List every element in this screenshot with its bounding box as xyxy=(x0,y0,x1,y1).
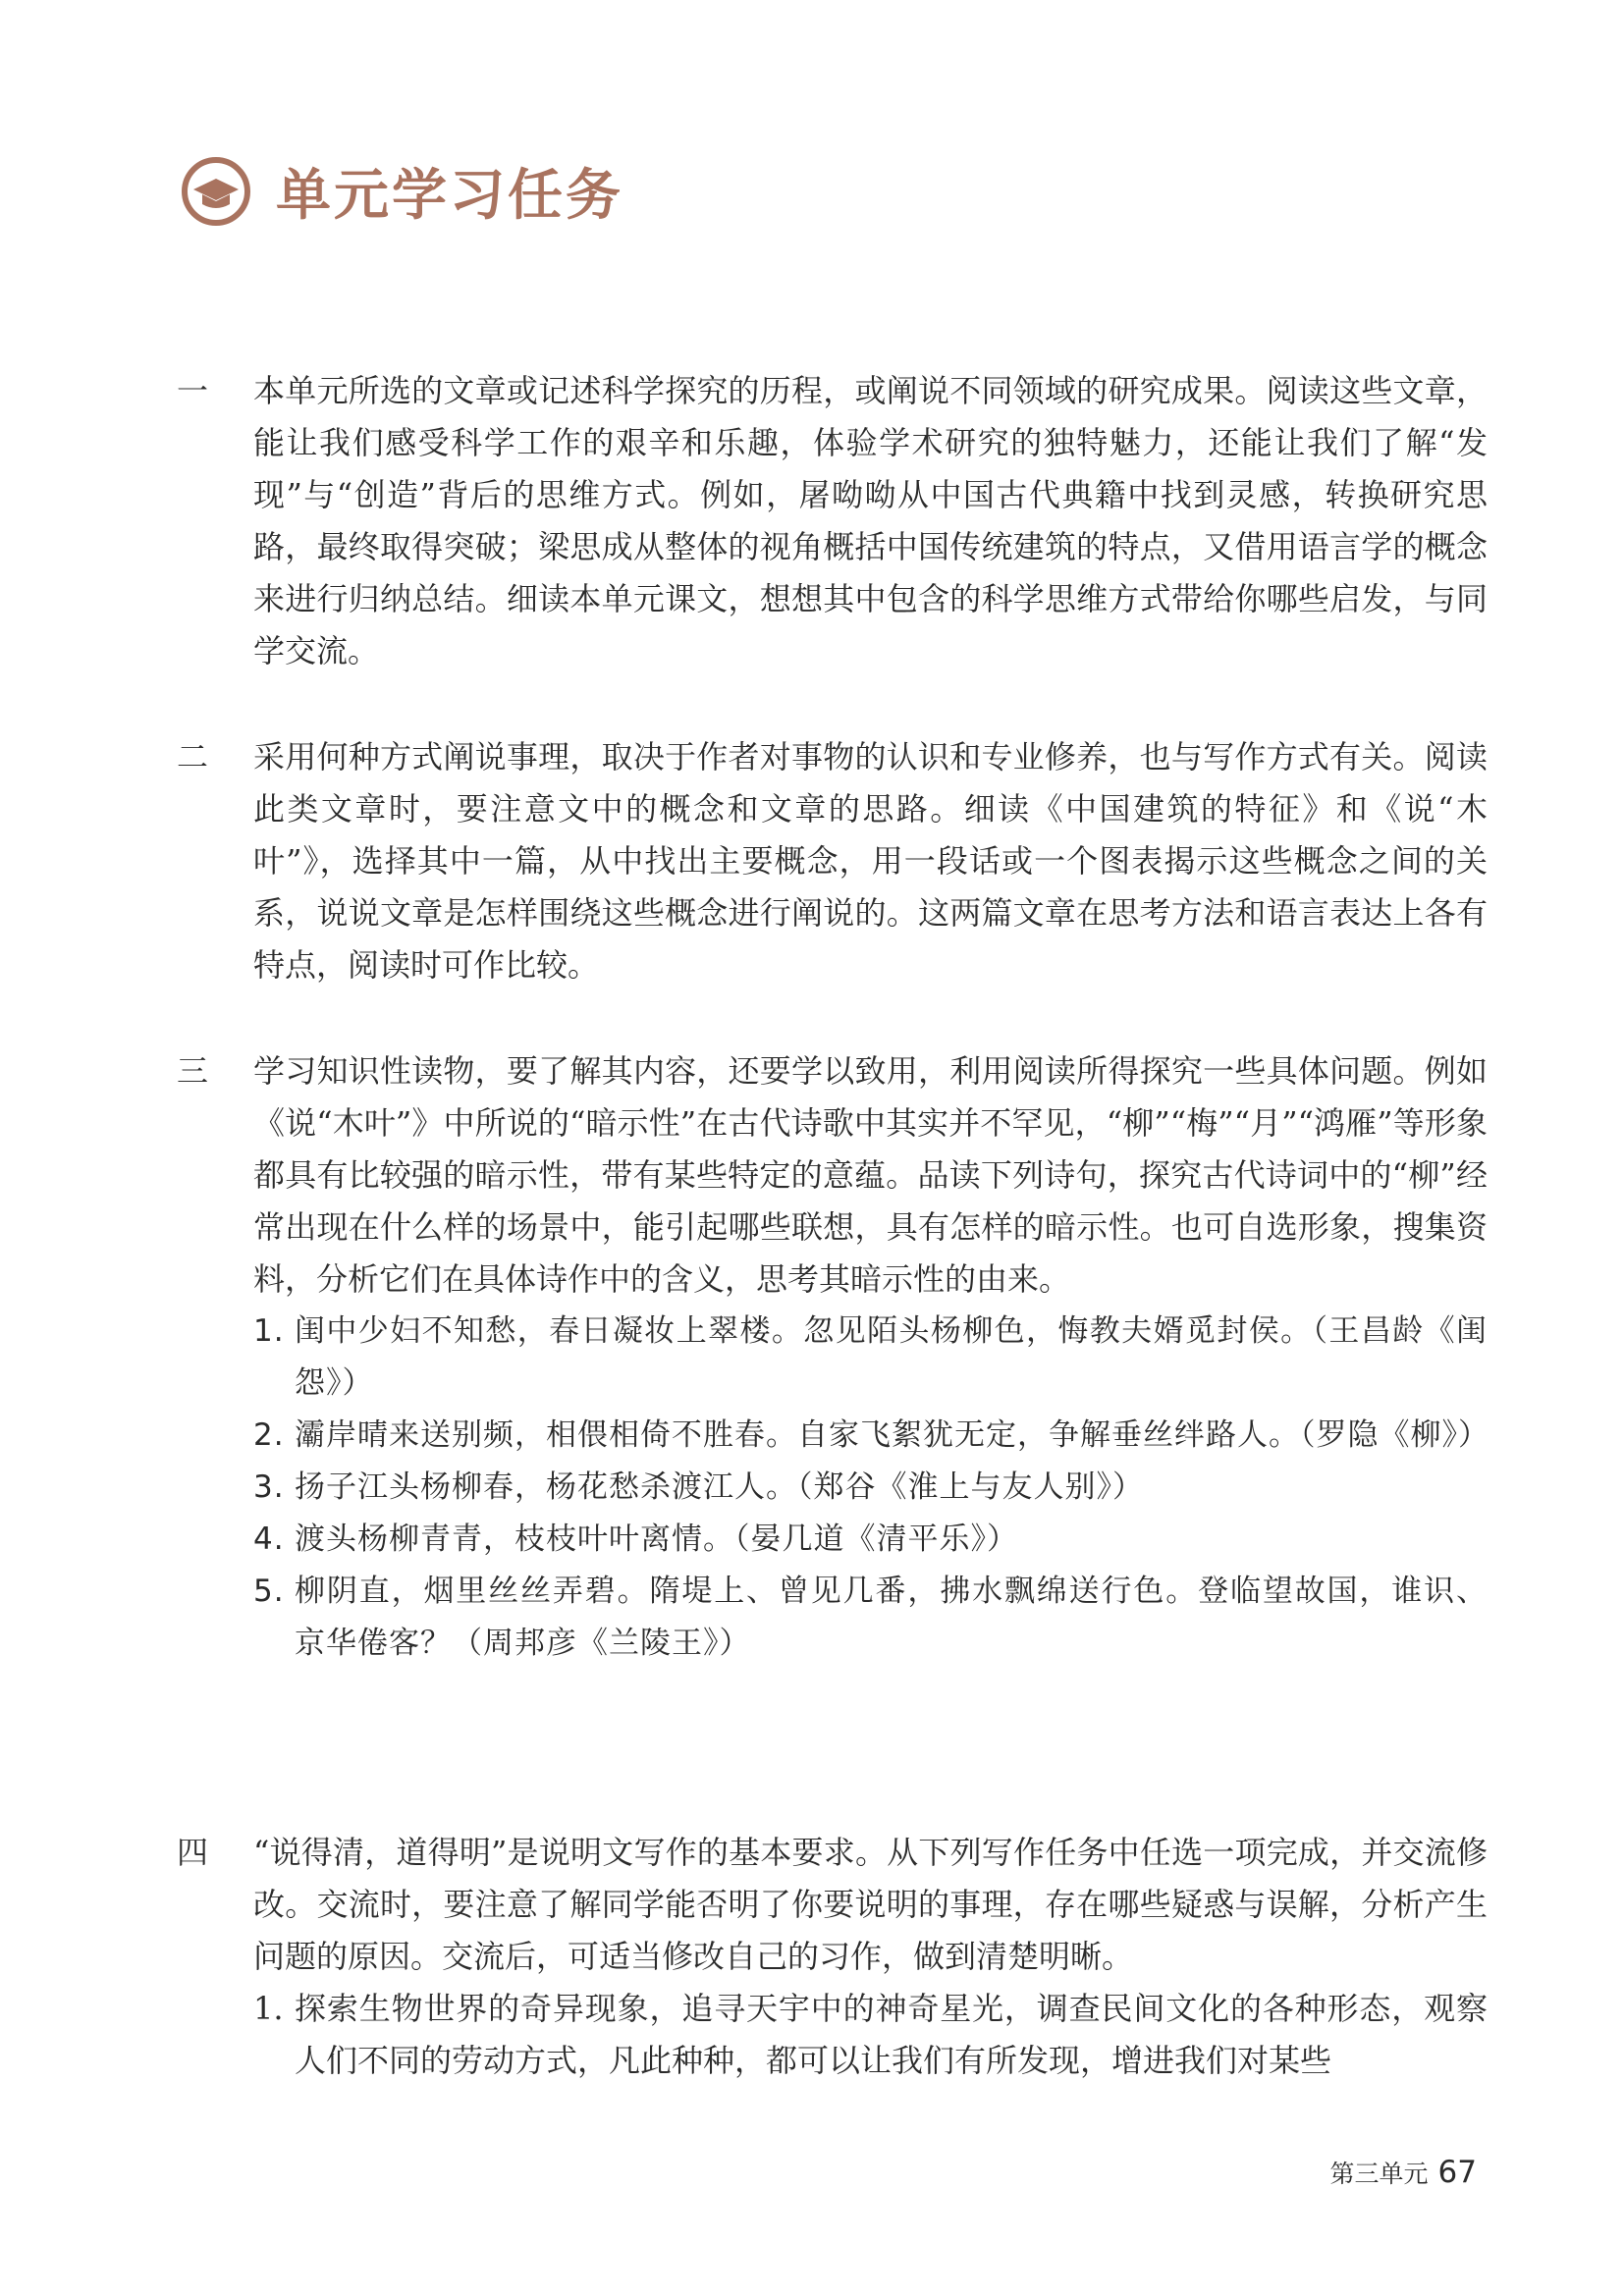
item-number: 4. xyxy=(253,1522,285,1557)
list-item xyxy=(253,1462,1488,1514)
task-one xyxy=(177,365,1488,677)
poem-text: 扬子江头杨柳春，杨花愁杀渡江人。（郑谷《淮上与友人别》） xyxy=(295,1469,1144,1505)
poem-list xyxy=(253,1306,1488,1670)
list-item xyxy=(253,1514,1488,1566)
writing-task-text: 探索生物世界的奇异现象，追寻天宇中的神奇星光，调查民间文化的各种形态，观察人们不同的劳动方式，凡此种种，都可以让我们有所发现，增进我们对某些 xyxy=(295,1990,1488,2079)
writing-task-list xyxy=(253,1983,1488,2087)
page-title: 单元学习任务 xyxy=(276,164,623,228)
task-text: 本单元所选的文章或记述科学探究的历程，或阐说不同领域的研究成果。阅读这些文章，能让我们感受科学工作的艰辛和乐趣，体验学术研究的独特魅力，还能让我们了解“发现”与“创造”背后的思维方式。例如，屠呦呦从中国古代典籍中找到灵感，转换研究思路，最终取得突破；梁思成从整体的视角概括中国传统建筑的特点，又借用语言学的概念来进行归纳总结。细读本单元课文，想想其中包含的科学思维方式带给你哪些启发，与同学交流。 xyxy=(253,372,1488,669)
graduation-cap-icon xyxy=(182,157,250,226)
poem-text: 柳阴直，烟里丝丝弄碧。隋堤上、曾见几番，拂水飘绵送行色。登临望故国，谁识、京华倦客？（周邦彦《兰陵王》） xyxy=(295,1574,1488,1661)
item-number: 3. xyxy=(253,1469,285,1505)
task-number: 一 xyxy=(177,372,209,409)
item-number: 1. xyxy=(253,1990,284,2027)
task-text: 采用何种方式阐说事理，取决于作者对事物的认识和专业修养，也与写作方式有关。阅读此类文章时，要注意文中的概念和文章的思路。细读《中国建筑的特征》和《说“木叶”》，选择其中一篇，从中找出主要概念，用一段话或一个图表揭示这些概念之间的关系，说说文章是怎样围绕这些概念进行阐说的。这两篇文章在思考方法和语言表达上各有特点，阅读时可作比较。 xyxy=(253,738,1488,984)
poem-text: 灞岸晴来送别频，相偎相倚不胜春。自家飞絮犹无定，争解垂丝绊路人。（罗隐《柳》） xyxy=(295,1417,1489,1453)
item-number: 5. xyxy=(253,1574,285,1609)
page-footer xyxy=(1330,2155,1477,2190)
list-item xyxy=(253,1566,1488,1670)
task-text: “说得清，道得明”是说明文写作的基本要求。从下列写作任务中任选一项完成，并交流修改。交流时，要注意了解同学能否明了你要说明的事理，存在哪些疑惑与误解，分析产生问题的原因。交流后，可适当修改自己的习作，做到清楚明晰。 xyxy=(253,1834,1488,1975)
item-number: 1. xyxy=(253,1313,285,1349)
task-four xyxy=(177,1827,1488,2087)
task-number: 四 xyxy=(177,1834,209,1871)
poem-text: 闺中少妇不知愁，春日凝妆上翠楼。忽见陌头杨柳色，悔教夫婿觅封侯。（王昌龄《闺怨》） xyxy=(295,1313,1488,1401)
task-two xyxy=(177,731,1488,991)
item-number: 2. xyxy=(253,1417,285,1453)
list-item xyxy=(253,1410,1488,1462)
task-three xyxy=(177,1045,1488,1670)
list-item xyxy=(253,1306,1488,1410)
list-item xyxy=(253,1983,1488,2087)
section-header xyxy=(182,152,623,231)
unit-label: 第三单元 xyxy=(1329,2160,1429,2188)
page-number: 67 xyxy=(1437,2155,1477,2190)
task-number: 三 xyxy=(177,1052,209,1090)
task-text: 学习知识性读物，要了解其内容，还要学以致用，利用阅读所得探究一些具体问题。例如《说“木叶”》中所说的“暗示性”在古代诗歌中其实并不罕见，“柳”“梅”“月”“鸿雁”等形象都具有比较强的暗示性，带有某些特定的意蕴。品读下列诗句，探究古代诗词中的“柳”经常出现在什么样的场景中，能引起哪些联想，具有怎样的暗示性。也可自选形象，搜集资料，分析它们在具体诗作中的含义，思考其暗示性的由来。 xyxy=(253,1052,1488,1298)
task-number: 二 xyxy=(177,738,209,775)
poem-text: 渡头杨柳青青，枝枝叶叶离情。（晏几道《清平乐》） xyxy=(295,1522,1018,1557)
